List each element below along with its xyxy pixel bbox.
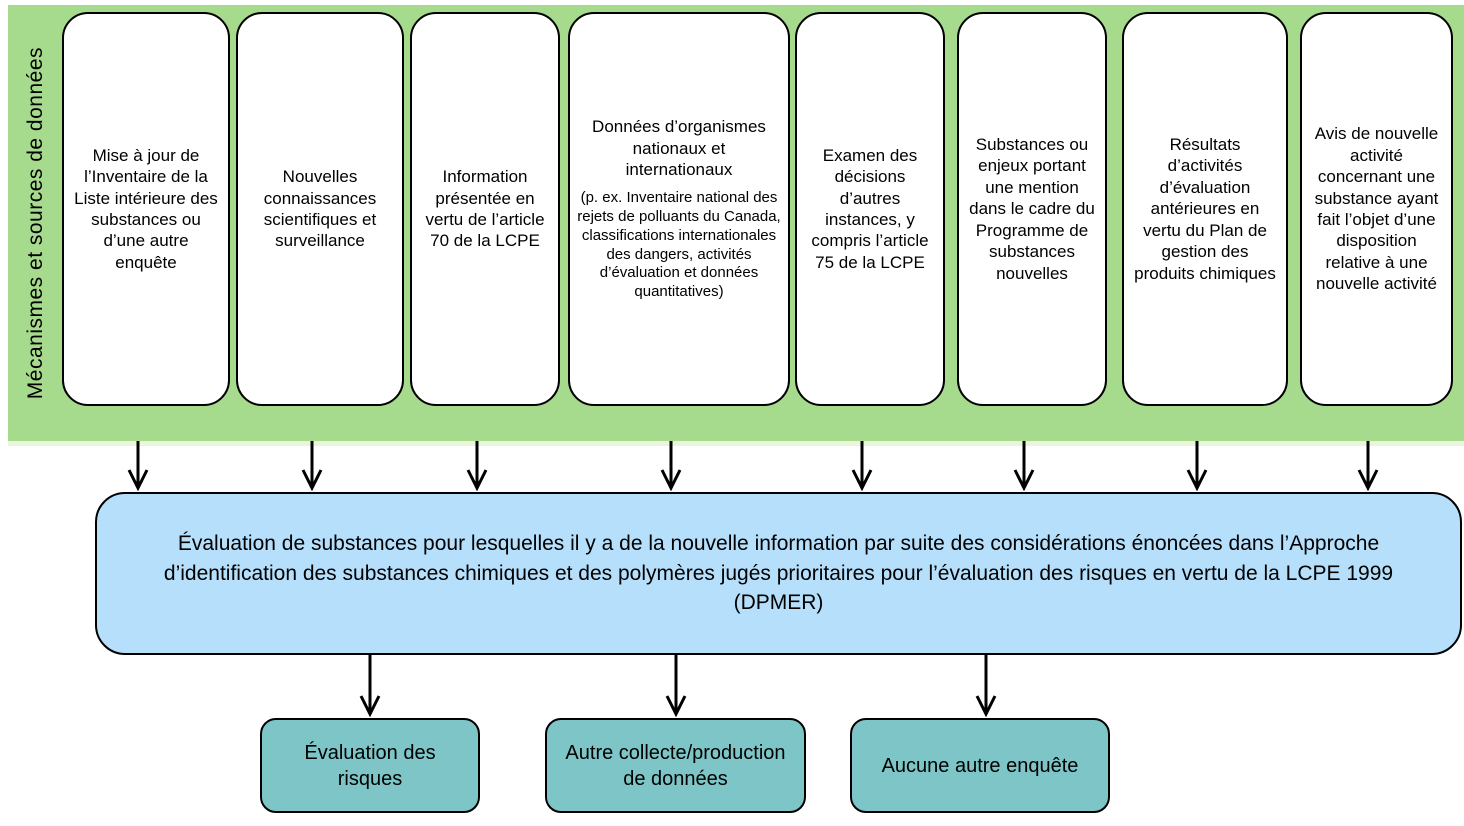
source-box-new-scientific-knowledge	[236, 12, 404, 406]
band-label-text: Mécanismes et sources de données	[24, 46, 47, 400]
arrow-down-icon	[300, 441, 324, 491]
sources-band	[8, 5, 1464, 446]
source-box-text: Données d’organismes nationaux et internationaux	[592, 117, 766, 179]
source-box-text: Examen des décisions d’autres instances, y compris l’article 75 de la LCPE	[811, 145, 929, 272]
arrow-down-icon	[358, 655, 382, 717]
arrow-down-icon	[659, 441, 683, 491]
arrow-down-icon	[465, 441, 489, 491]
source-box-other-jurisdictions-decisions	[795, 12, 945, 406]
outcome-box-no-further-inquiry	[850, 718, 1110, 813]
evaluation-box-text: Évaluation de substances pour lesquelles il y a de la nouvelle information par suite des considérations énoncées dans l’Approche d’identification des substances chimiques et des polymères jugés prioritaires pour l’évaluation des risques en vertu de la LCPE 1999 (DPMER)	[163, 531, 1394, 615]
source-box-article-70-information	[410, 12, 560, 406]
outcome-box-text: Autre collecte/production de données	[565, 741, 786, 790]
arrow-down-icon	[1356, 441, 1380, 491]
source-box-text: Avis de nouvelle activité concernant une substance ayant fait l’objet d’une disposition relative à une nouvelle activité	[1314, 124, 1439, 294]
source-box-national-international-data	[568, 12, 790, 406]
arrow-down-icon	[974, 655, 998, 717]
evaluation-box	[95, 492, 1462, 655]
source-box-text: Information présentée en vertu de l’article 70 de la LCPE	[425, 167, 545, 251]
band-label	[8, 5, 64, 441]
arrow-down-icon	[850, 441, 874, 491]
source-box-new-substances-program	[957, 12, 1107, 406]
arrow-down-icon	[1012, 441, 1036, 491]
outcome-box-text: Évaluation des risques	[304, 741, 436, 790]
outcome-box-risk-assessment	[260, 718, 480, 813]
outcome-box-text: Aucune autre enquête	[881, 754, 1079, 777]
source-box-text: Nouvelles connaissances scientifiques et surveillance	[263, 167, 377, 251]
arrow-down-icon	[1185, 441, 1209, 491]
source-box-text: Résultats d’activités d’évaluation antérieures en vertu du Plan de gestion des produits chimiques	[1134, 135, 1276, 283]
source-box-text: Substances ou enjeux portant une mention dans le cadre du Programme de substances nouvelles	[969, 135, 1095, 283]
source-box-text: Mise à jour de l’Inventaire de la Liste intérieure des substances ou d’une autre enquête	[74, 145, 218, 272]
source-box-snac-notice	[1300, 12, 1453, 406]
arrow-down-icon	[126, 441, 150, 491]
source-box-dsl-inventory-update	[62, 12, 230, 406]
outcome-box-other-data-collection	[545, 718, 806, 813]
arrow-down-icon	[664, 655, 688, 717]
source-box-cmp-prior-assessments	[1122, 12, 1288, 406]
source-box-subtext: (p. ex. Inventaire national des rejets de polluants du Canada, classifications internationales des dangers, activités d’évaluation et données quantitatives)	[577, 189, 781, 301]
